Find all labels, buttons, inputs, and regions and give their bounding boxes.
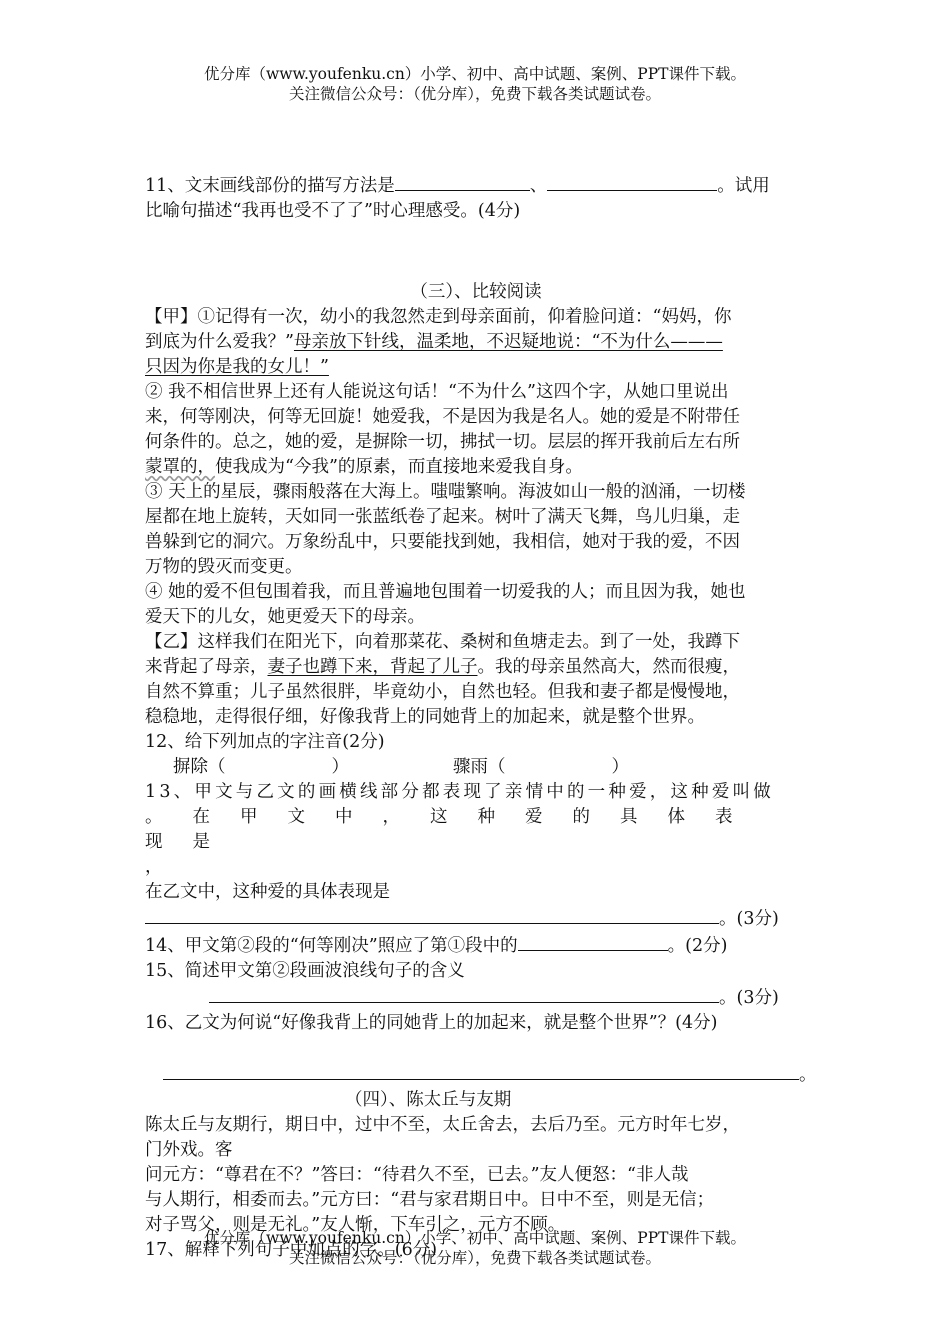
passage-jia-p4-line-2: 爱天下的儿女，她更爱天下的母亲。	[145, 607, 425, 627]
jia-wavy-underline: 蒙罩的，	[145, 457, 215, 477]
question-15-answer-line	[145, 984, 807, 1011]
passage-jia-p2-line-4	[145, 455, 807, 480]
section-4-title: （四）、陈太丘与友期	[345, 1090, 512, 1110]
question-13-line-5	[145, 905, 807, 932]
q11-answer-blank-1[interactable]	[395, 172, 530, 191]
jia-p1-text: 到底为什么爱我？”	[145, 332, 294, 352]
q11-separator: 、	[529, 176, 548, 196]
question-12-items	[145, 755, 807, 780]
passage-jia-p4-line-1: ④ 她的爱不但包围着我，而且普遍地包围着一切爱我的人；而且因为我，她也	[145, 582, 746, 602]
section-4-line-5: 对子骂父，则是无礼。”友人惭，下车引之，元方不顾。	[145, 1215, 566, 1235]
q12-item-2: 骤雨（	[453, 757, 506, 777]
question-13-line-2: 。在甲文中，这种爱的具体表现是	[145, 807, 763, 852]
section-4-line-1: 陈太丘与友期行，期日中，过中不至，太丘舍去，去后乃至。元方时年七岁，	[145, 1115, 740, 1135]
jia-underlined-sentence-2: 只因为你是我的女儿！”	[145, 357, 329, 377]
q15-score: 。(3分)	[719, 988, 779, 1008]
passage-jia-p1-line-2	[145, 330, 807, 355]
jia-underlined-sentence-1: 母亲放下针线，温柔地，不迟疑地说：“不为什么———	[293, 332, 723, 352]
question-11	[145, 172, 807, 199]
question-15: 15、简述甲文第②段画波浪线句子的含义	[145, 961, 465, 981]
q12-item-1-close: ）	[331, 757, 349, 777]
header-line-1: 优分库（www.youfenku.cn）小学、初中、高中试题、案例、PPT课件下载。	[203, 65, 747, 83]
q11-suffix: 。试用	[717, 176, 770, 196]
question-11-line-2: 比喻句描述“我再也受不了了”时心理感受。(4分)	[145, 201, 521, 221]
section-4-line-4: 与人期行，相委而去。”元方曰：“君与家君期日中。日中不至，则是无信；	[145, 1190, 715, 1210]
footer-line-2: 关注微信公众号：（优分库），免费下载各类试题试卷。	[288, 1249, 661, 1267]
passage-jia-p3-line-3: 兽躲到它的洞穴。万象纷乱中，只要能找到她，我相信，她对于我的爱，不因	[145, 532, 740, 552]
question-16: 16、乙文为何说“好像我背上的同她背上的加起来，就是整个世界”？(4分)	[145, 1013, 718, 1033]
section-3-title: （三）、比较阅读	[410, 282, 542, 302]
q12-item-1: 摒除（	[173, 757, 226, 777]
question-13-line-1: 13、甲文与乙文的画横线部分都表现了亲情中的一种爱，这种爱叫做	[145, 782, 774, 802]
q15-answer-blank[interactable]	[209, 984, 719, 1003]
yi-text-1: 来背起了母亲，	[145, 657, 268, 677]
passage-jia-p3-line-2: 屋都在地上旋转，天如同一张蓝纸卷了起来。树叶了满天飞舞，鸟儿归巢，走	[145, 507, 740, 527]
footer-line-1: 优分库（www.youfenku.cn）小学、初中、高中试题、案例、PPT课件下载。	[203, 1229, 747, 1247]
question-16-answer-line	[163, 1061, 817, 1088]
page-header	[0, 64, 950, 104]
question-14	[145, 932, 807, 959]
passage-jia-p2-line-2: 来，何等刚决，何等无回旋！她爱我，不是因为我是名人。她的爱是不附带任	[145, 407, 740, 427]
passage-yi-line-2	[145, 655, 807, 680]
q14-answer-blank[interactable]	[518, 932, 668, 951]
yi-text-2: 。我的母亲虽然高大，然而很瘦，	[477, 657, 740, 677]
q13-answer-blank[interactable]	[145, 905, 719, 924]
section-4-line-2: 门外戏。客	[145, 1140, 233, 1160]
passage-jia-p3-line-1: ③ 天上的星辰，骤雨般落在大海上。嗤嗤繁响。海波如山一般的汹涌，一切楼	[145, 482, 746, 502]
question-12: 12、给下列加点的字注音(2分)	[145, 732, 385, 752]
q16-answer-blank[interactable]	[163, 1061, 799, 1080]
question-13-line-4: 在乙文中，这种爱的具体表现是	[145, 882, 390, 902]
page-footer	[0, 1228, 950, 1268]
passage-jia-p3-line-4: 万物的毁灭而变更。	[145, 557, 303, 577]
exam-content	[145, 172, 817, 1263]
passage-yi-line-1: 【乙】这样我们在阳光下，向着那菜花、桑树和鱼塘走去。到了一处，我蹲下	[145, 632, 740, 652]
question-17: 17、解释下列句子中加点的字。(6分)	[145, 1240, 438, 1260]
yi-underlined-sentence: 妻子也蹲下来，背起了儿子	[267, 657, 478, 677]
header-line-2: 关注微信公众号：（优分库），免费下载各类试题试卷。	[288, 85, 661, 103]
q13-score: 。(3分)	[719, 909, 779, 929]
passage-jia-p2-line-1: ② 我不相信世界上还有人能说这句话！“不为什么”这四个字，从她口里说出	[145, 382, 729, 402]
passage-jia-p2-line-3: 何条件的。总之，她的爱，是摒除一切，拂拭一切。层层的挥开我前后左右所	[145, 432, 740, 452]
section-4-line-3: 问元方：“尊君在不？”答曰：“待君久不至，已去。”友人便怒：“非人哉	[145, 1165, 689, 1185]
question-13-line-3: ，	[145, 857, 163, 877]
passage-jia-p1-line-3	[145, 355, 807, 380]
passage-yi-line-4: 稳稳地，走得很仔细，好像我背上的同她背上的加起来，就是整个世界。	[145, 707, 705, 727]
q12-item-2-close: ）	[611, 757, 629, 777]
q14-text: 14、甲文第②段的“何等刚决”照应了第①段中的	[145, 936, 518, 956]
q16-end: 。	[799, 1065, 817, 1085]
q11-text: 11、文末画线部份的描写方法是	[145, 176, 395, 196]
q14-score: 。(2分)	[667, 936, 728, 956]
passage-jia-p1-line-1: 【甲】①记得有一次，幼小的我忽然走到母亲面前，仰着脸问道：“妈妈，你	[145, 307, 732, 327]
q11-answer-blank-2[interactable]	[547, 172, 717, 191]
passage-yi-line-3: 自然不算重；儿子虽然很胖，毕竟幼小，自然也轻。但我和妻子都是慢慢地，	[145, 682, 740, 702]
jia-p2-text: 使我成为“今我”的原素，而直接地来爱我自身。	[215, 457, 583, 477]
